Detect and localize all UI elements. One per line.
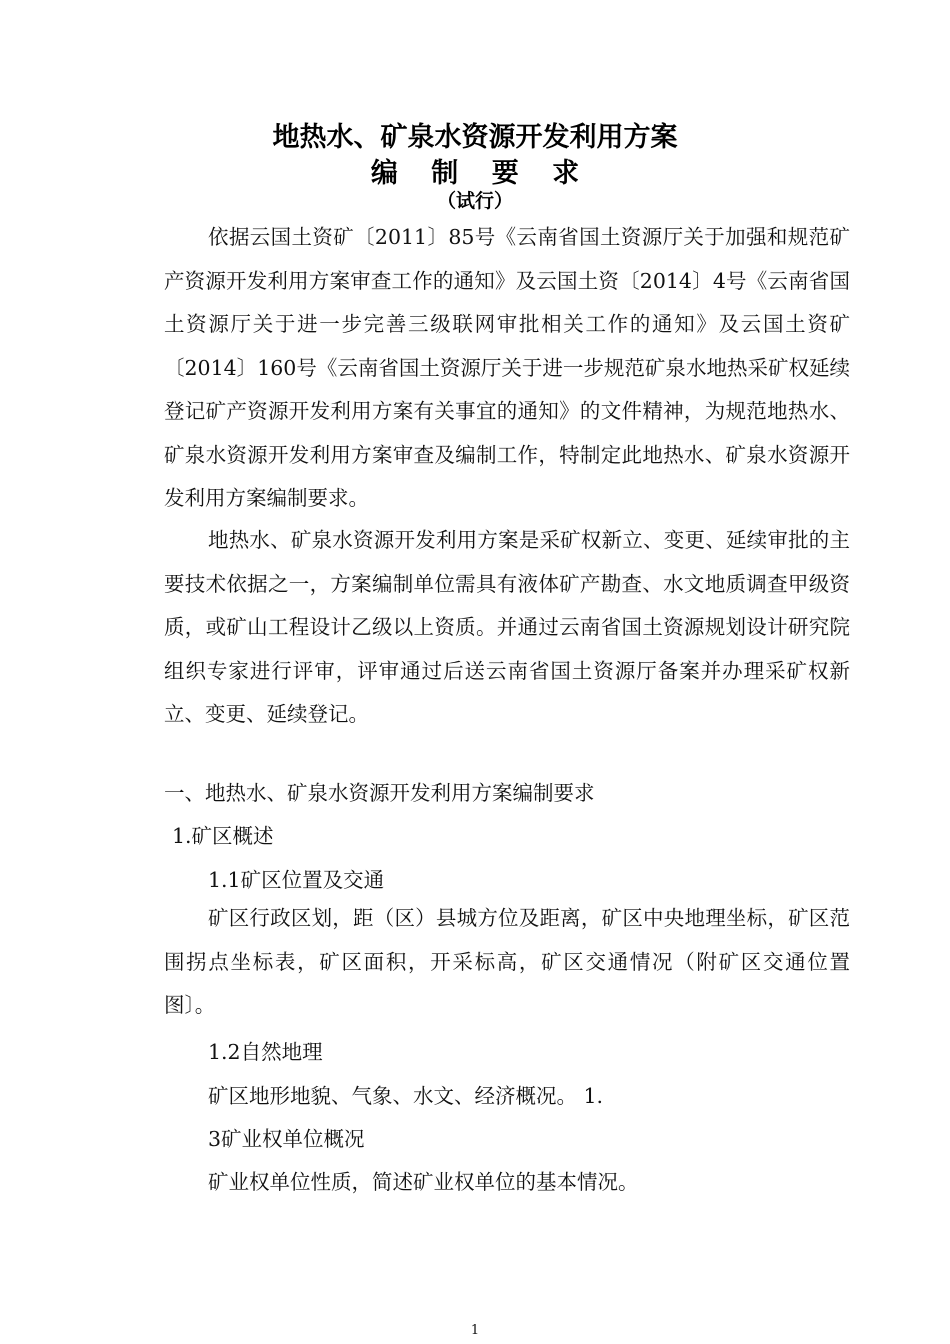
document-title: 地热水、矿泉水资源开发利用方案 <box>272 122 678 153</box>
document-subtitle: 编 制 要 求 <box>370 158 592 189</box>
location-paragraph: 矿区行政区划，距（区）县城方位及距离，矿区中央地理坐标，矿区范围拐点坐标表，矿区面积，开采标高，矿区交通情况（附矿区交通位置图〕。 <box>164 906 850 1017</box>
geography-text: 矿区地形地貌、气象、水文、经济概况。 1. <box>208 1084 604 1108</box>
section-heading: 一、地热水、矿泉水资源开发利用方案编制要求 <box>164 781 595 805</box>
requirements-paragraph: 地热水、矿泉水资源开发利用方案是采矿权新立、变更、延续审批的主要技术依据之一，方案编制单位需具有液体矿产勘查、水文地质调查甲级资质，或矿山工程设计乙级以上资质。并通过云南省国土资源规划设计研究院组织专家进行评审，评审通过后送云南省国土资源厅备案并办理采矿权新立、变更、延续登记。 <box>164 528 850 726</box>
item-heading-location: 1.1矿区位置及交通 <box>208 868 385 892</box>
intro-paragraph: 依据云国土资矿〔2011〕85号《云南省国土资源厅关于加强和规范矿产资源开发利用方案审查工作的通知》及云国土资〔2014〕4号《云南省国土资源厅关于进一步完善三级联网审批相关工作的通知》及云国土资矿〔2014〕160号《云南省国土资源厅关于进一步规范矿泉水地热采矿权延续登记矿产资源开发利用方案有关事宜的通知》的文件精神，为规范地热水、矿泉水资源开发利用方案审查及编制工作，特制定此地热水、矿泉水资源开发利用方案编制要求。 <box>164 225 850 510</box>
page-number: 1 <box>470 1323 480 1338</box>
rights-holder-text: 矿业权单位性质，简述矿业权单位的基本情况。 <box>208 1170 639 1194</box>
subsection-heading: 1.矿区概述 <box>172 824 274 848</box>
item-heading-rights-holder: 3矿业权单位概况 <box>208 1127 365 1151</box>
trial-label: （试行） <box>436 190 513 212</box>
item-heading-geography: 1.2自然地理 <box>208 1040 323 1064</box>
